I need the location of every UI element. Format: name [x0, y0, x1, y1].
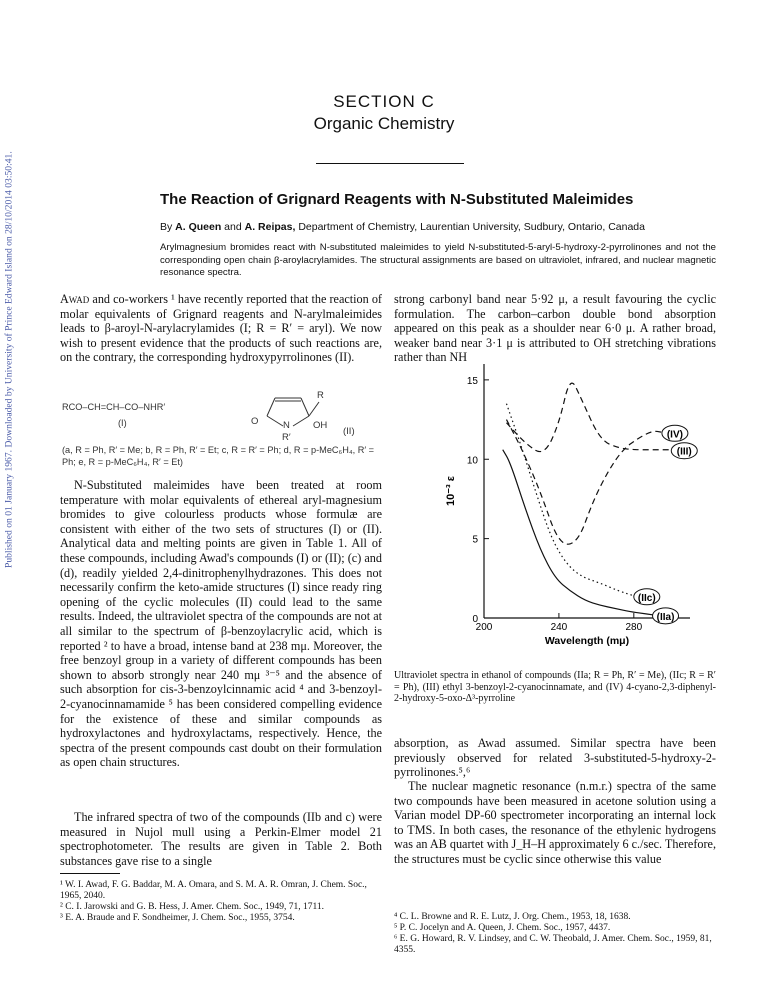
- series-line-1: [506, 420, 661, 545]
- affiliation: Department of Chemistry, Laurentian University, Sudbury, Ontario, Canada: [295, 221, 645, 233]
- footnotes-right: [394, 912, 716, 956]
- footnote-3: ³ E. A. Braude and F. Sondheimer, J. Chem. Soc., 1955, 3754.: [60, 913, 295, 923]
- section-subtitle: Organic Chemistry: [313, 114, 455, 133]
- structure-II-N: N: [283, 420, 290, 431]
- x-tick-label: 240: [550, 622, 568, 633]
- series-label-3: [653, 608, 679, 624]
- series-label-2: [634, 589, 660, 605]
- right-paragraph-3: The nuclear magnetic resonance (n.m.r.) spectra of the same two compounds have been measured in acetone solution using a Varian model DP-60 spectrometer incorporating an internal lock to TMS. In both cases, the resonance of the ethylenic hydrogens was an AB quartet with J_H–H approximately 6 c./sec. Therefore, the structures must be cyclic since otherwise this value: [394, 779, 716, 866]
- series-label-0: [671, 443, 697, 459]
- y-tick-label: 15: [466, 375, 478, 387]
- article-title: The Reaction of Grignard Reagents with N-Substituted Maleimides: [160, 191, 634, 208]
- y-tick-label: 10: [466, 455, 478, 467]
- left-paragraph-2: N-Substituted maleimides have been treated at room temperature with molar equivalents of ethereal aryl-magnesium bromides to give colourless products whose formulæ are consistent with either of the two sets of structures (I) or (II). Analytical data and melting points are given in Table 1. All of these compounds, including Awad's compounds (I) or (II); (c) and (d), readily yielded 2,4-dinitrophenylhydrazones. This does not necessarily confirm the keto-amide structures (I) since ready ring opening of the cyclic molecules (II) could lead to the same results. Indeed, the ultraviolet spectra of the compounds are not at all similar to the spectrum of β-benzoylacrylic acid, which is reported ² to have a broad, intense band at 238 mμ. Moreover, the free benzoyl group in a variety of different compounds has been shown to absorb strongly near 240 mμ ³⁻⁵ and the absence of such absorption for cis-3-benzoylcinnamic acid ⁴ and 3-benzoyl-2-cyanocinnamamide ⁵ has been considered compelling evidence for the existence of these and similar compounds as hydroxylactones and hydroxylactams, respectively. Hence, the spectra of the present compounds cast doubt on their formulation as open chain structures.: [60, 478, 382, 770]
- left-paragraph-3: The infrared spectra of two of the compounds (IIb and c) were measured in Nujol mull using a Perkin-Elmer model 21 spectrophotometer. The results are given in Table 2. Both substances gave rise to a single: [60, 810, 382, 868]
- ring-bond-left: [267, 398, 275, 416]
- series-line-2: [506, 404, 633, 596]
- structure-II-label: (II): [343, 426, 355, 437]
- authors-and: and: [221, 221, 245, 233]
- structure-I-label: (I): [118, 418, 127, 428]
- footnote-4: ⁴ C. L. Browne and R. E. Lutz, J. Org. Chem., 1953, 18, 1638.: [394, 912, 631, 922]
- footnotes-left: [60, 880, 382, 924]
- x-axis-label: Wavelength (mμ): [544, 635, 630, 647]
- footnote-1: ¹ W. I. Awad, F. G. Baddar, M. A. Omara, and S. M. A. R. Omran, J. Chem. Soc., 1965, 2040.: [60, 880, 367, 901]
- y-tick-label: 5: [472, 534, 478, 546]
- structure-I: RCO–CH=CH–CO–NHR′: [62, 402, 166, 412]
- structure-II-OH: OH: [313, 420, 328, 431]
- section-label: SECTION C: [333, 92, 435, 111]
- left-p1-text: and co-workers ¹ have recently reported that the reaction of molar equivalents of Grignard reagents and N-arylmaleimides leads to β-aroyl-N-arylacrylamides (I; R = R′ = aryl). We now wish to present evidence that the products of such reactions are, on the contrary, the corresponding hydroxypyrrolinones (II).: [60, 292, 382, 365]
- structure-II-R: R: [317, 390, 324, 401]
- authors-line: [160, 221, 645, 233]
- structure-II-Rprime: R′: [282, 432, 291, 443]
- section-rule: [316, 163, 464, 164]
- abstract: Arylmagnesium bromides react with N-substituted maleimides to yield N-substituted-5-aryl-5-hydroxy-2-pyrrolinones and not the corresponding open chain β-aroylacrylamides. The structural assignments are based on ultraviolet, infrared, and nuclear magnetic resonance spectra.: [160, 242, 716, 278]
- figure-caption: Ultraviolet spectra in ethanol of compounds (IIa; R = Ph, R′ = Me), (IIc; R = R′ = Ph), (III) ethyl 3-benzoyl-2-cyanocinnamate, and (IV) 4-cyano-2,3-diphenyl-2-hydroxy-5-oxo-Δ³-pyrroline: [394, 670, 716, 704]
- lead-word: Awad: [60, 292, 90, 306]
- download-stamp: Published on 01 January 1967. Downloaded by University of Prince Edward Island on 28/10/2014 03:50:41.: [3, 151, 15, 569]
- series-line-3: [503, 450, 653, 615]
- ring-bond-right: [301, 398, 309, 416]
- series-label-text: (IIa): [656, 611, 675, 623]
- right-paragraph-2: absorption, as Awad assumed. Similar spectra have been previously observed for related 3-substituted-5-hydroxy-2-pyrrolinones.⁵,⁶: [394, 736, 716, 780]
- left-paragraph-1: [60, 292, 382, 365]
- ring-bond-n-right: [293, 416, 309, 426]
- footnote-6: ⁶ E. G. Howard, R. V. Lindsey, and C. W. Theobald, J. Amer. Chem. Soc., 1959, 81, 4355.: [394, 934, 712, 955]
- series-label-text: (IIc): [637, 592, 656, 604]
- y-tick-label: 0: [472, 614, 478, 625]
- structure-legend: (a, R = Ph, R′ = Me; b, R = Ph, R′ = Et; c, R = R′ = Ph; d, R = p-MeC₆H₄, R′ = Ph; e, R = p-MeC₆H₄, R′ = Et): [62, 445, 375, 467]
- x-tick-label: 280: [625, 622, 643, 633]
- series-line-0: [506, 383, 671, 451]
- footnote-2: ² C. I. Jarowski and G. B. Hess, J. Amer. Chem. Soc., 1949, 71, 1711.: [60, 902, 325, 912]
- y-axis-label: 10⁻³ ε: [445, 476, 457, 506]
- author-2: A. Reipas,: [244, 221, 296, 233]
- author-1: A. Queen: [175, 221, 222, 233]
- x-tick-label: 200: [475, 622, 493, 633]
- series-label-1: [662, 425, 688, 441]
- authors-prefix: By: [160, 221, 176, 233]
- section-header: [0, 92, 768, 134]
- footnote-5: ⁵ P. C. Jocelyn and A. Queen, J. Chem. Soc., 1957, 4437.: [394, 923, 611, 933]
- series-label-text: (IV): [666, 429, 683, 441]
- structure-II-O: O: [251, 416, 259, 427]
- right-paragraph-1: strong carbonyl band near 5·92 μ, a result favouring the cyclic formulation. The carbon–carbon double bond absorption appeared on this peak as a shoulder near 6·0 μ. A rather broad, weaker band near 3·1 μ is attributed to OH stretching vibrations rather than NH: [394, 292, 716, 365]
- uv-spectra-chart: [440, 358, 700, 658]
- r-bond: [309, 402, 319, 416]
- series-label-text: (III): [676, 446, 692, 458]
- structure-II-drawing: [225, 382, 365, 444]
- ring-bond-n-left: [267, 416, 283, 426]
- footnote-rule: [60, 873, 120, 874]
